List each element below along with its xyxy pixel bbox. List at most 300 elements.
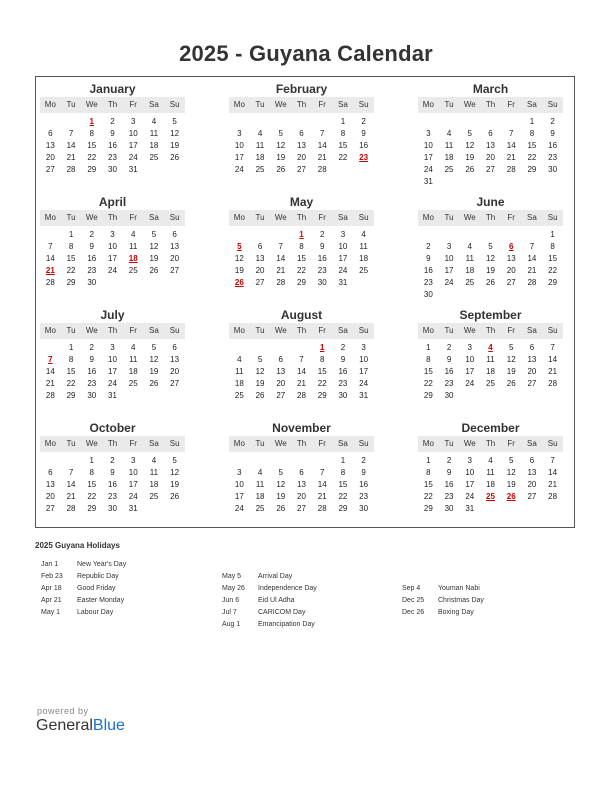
- month-name: July: [100, 308, 125, 322]
- day: 28: [317, 504, 327, 513]
- day: 18: [234, 379, 244, 388]
- day: 20: [297, 153, 306, 162]
- day: 28: [527, 278, 537, 287]
- day: 19: [170, 141, 180, 150]
- weekday-label: Mo: [422, 100, 434, 109]
- day: 31: [128, 504, 138, 513]
- day: 4: [151, 117, 157, 126]
- day: 21: [66, 492, 76, 501]
- month-july: [40, 307, 185, 402]
- day: 3: [130, 117, 136, 126]
- day: 4: [361, 230, 366, 239]
- day: 16: [548, 141, 558, 150]
- day: 26: [149, 266, 159, 275]
- day: 10: [128, 129, 138, 138]
- day: 6: [48, 129, 53, 138]
- empty-cell: [40, 455, 61, 467]
- empty-cell: [250, 455, 271, 467]
- weekday-label: Tu: [444, 326, 454, 335]
- day: 11: [129, 242, 138, 251]
- weekday-label: Fr: [318, 100, 326, 109]
- month-name: January: [89, 82, 136, 96]
- day: 22: [297, 266, 306, 275]
- day: 23: [444, 379, 454, 388]
- day: 19: [506, 367, 516, 376]
- empty-cell: [270, 342, 291, 354]
- generalblue-logo[interactable]: [36, 717, 125, 735]
- day: 26: [255, 391, 265, 400]
- day: 5: [172, 456, 177, 465]
- day: 27: [45, 504, 55, 513]
- day: 5: [151, 230, 157, 239]
- holiday-item: [41, 607, 126, 619]
- day: 5: [508, 456, 514, 465]
- day: 28: [548, 492, 558, 501]
- holiday-name: Boxing Day: [438, 609, 474, 616]
- weekday-label: Su: [169, 213, 180, 222]
- day: 7: [319, 468, 325, 477]
- day: 7: [68, 468, 74, 477]
- day-grid: [229, 455, 374, 515]
- day: 22: [87, 153, 97, 162]
- day: 13: [255, 254, 265, 263]
- weekday-label: We: [274, 100, 287, 109]
- day: 29: [548, 278, 558, 287]
- day: 15: [87, 480, 97, 489]
- day: 29: [338, 504, 348, 513]
- weekday-label: We: [85, 326, 98, 335]
- day: 13: [486, 141, 495, 150]
- holiday-name: Christmas Day: [438, 597, 484, 604]
- holiday-date: May 5: [222, 573, 242, 580]
- day: 9: [89, 242, 94, 251]
- holiday-item: [402, 607, 484, 619]
- day: 3: [446, 242, 452, 251]
- weekday-label: Su: [358, 439, 369, 448]
- day: 16: [359, 480, 369, 489]
- day: 15: [297, 254, 306, 263]
- day: 25: [149, 492, 159, 501]
- day: 17: [423, 153, 433, 162]
- day: 23: [108, 153, 117, 162]
- day: 25: [128, 266, 138, 275]
- day: 1: [89, 456, 94, 465]
- day: 3: [467, 456, 472, 465]
- day: 6: [172, 230, 177, 239]
- weekday-label: Th: [485, 326, 496, 335]
- day: 9: [361, 468, 366, 477]
- empty-cell: [270, 116, 291, 128]
- day: 11: [129, 355, 138, 364]
- day: 30: [108, 504, 117, 513]
- day: 8: [89, 129, 94, 138]
- day-grid: [40, 229, 185, 289]
- day: 23: [423, 278, 433, 287]
- day: 16: [108, 141, 117, 150]
- day: 25: [465, 278, 475, 287]
- day: 12: [506, 468, 516, 477]
- empty-cell: [439, 116, 460, 128]
- month-name: December: [461, 421, 520, 435]
- weekday-header: [418, 210, 563, 226]
- day: 6: [257, 242, 263, 251]
- weekday-label: Sa: [338, 439, 348, 448]
- day: 10: [108, 242, 117, 251]
- weekday-label: Mo: [44, 100, 56, 109]
- day: 16: [317, 254, 327, 263]
- day: 14: [66, 480, 76, 489]
- weekday-label: Th: [296, 213, 307, 222]
- holiday-day: 1: [89, 117, 94, 126]
- day: 24: [465, 492, 475, 501]
- day: 25: [128, 379, 138, 388]
- day: 5: [257, 355, 263, 364]
- day: 24: [108, 266, 117, 275]
- holiday-day: 26: [506, 492, 516, 501]
- day: 15: [423, 367, 433, 376]
- day: 2: [340, 343, 346, 352]
- day: 27: [527, 492, 537, 501]
- powered-by-text: powered by: [37, 706, 89, 716]
- day-grid: [418, 229, 563, 301]
- holiday-name: CARICOM Day: [258, 609, 306, 616]
- weekday-label: Mo: [44, 439, 56, 448]
- day: 7: [68, 129, 74, 138]
- day: 14: [548, 355, 558, 364]
- day: 29: [66, 391, 76, 400]
- day: 23: [548, 153, 558, 162]
- day: 6: [172, 343, 177, 352]
- weekday-label: Tu: [444, 100, 454, 109]
- weekday-label: Th: [107, 326, 118, 335]
- day: 30: [548, 165, 558, 174]
- day: 26: [170, 492, 180, 501]
- weekday-label: Th: [107, 100, 118, 109]
- day: 3: [426, 129, 431, 138]
- holiday-item: [41, 571, 126, 583]
- brand-general: General: [36, 717, 93, 734]
- day: 17: [465, 480, 475, 489]
- weekday-label: Th: [485, 213, 496, 222]
- day: 13: [276, 367, 286, 376]
- weekday-header: [418, 436, 563, 452]
- day: 23: [359, 492, 369, 501]
- day: 13: [170, 355, 180, 364]
- holiday-day: 6: [508, 242, 514, 251]
- day: 5: [151, 343, 157, 352]
- day: 27: [170, 266, 180, 275]
- weekday-header: [418, 323, 563, 339]
- weekday-label: We: [274, 213, 287, 222]
- empty-cell: [229, 116, 250, 128]
- day: 5: [278, 468, 283, 477]
- weekday-label: Su: [358, 213, 369, 222]
- day: 1: [426, 456, 431, 465]
- holiday-item: [402, 583, 484, 595]
- day: 6: [278, 355, 283, 364]
- holiday-item: [222, 571, 317, 583]
- weekday-label: Fr: [129, 326, 137, 335]
- day: 9: [426, 254, 431, 263]
- holiday-day: 5: [237, 242, 242, 251]
- day: 12: [170, 468, 180, 477]
- weekday-header: [40, 97, 185, 113]
- day: 24: [465, 379, 475, 388]
- day: 26: [506, 379, 516, 388]
- day: 14: [297, 367, 306, 376]
- day: 14: [317, 141, 327, 150]
- weekday-label: Tu: [66, 326, 76, 335]
- day: 14: [506, 141, 516, 150]
- day: 15: [548, 254, 558, 263]
- weekday-label: Sa: [527, 326, 537, 335]
- day: 10: [465, 468, 475, 477]
- weekday-label: Su: [547, 326, 558, 335]
- day: 14: [45, 367, 55, 376]
- day: 7: [48, 242, 53, 251]
- day: 27: [506, 278, 516, 287]
- day: 16: [359, 141, 369, 150]
- day: 1: [529, 117, 535, 126]
- day: 24: [128, 153, 138, 162]
- weekday-header: [229, 210, 374, 226]
- day: 25: [486, 379, 495, 388]
- day: 15: [317, 367, 327, 376]
- holiday-date: May 1: [41, 609, 61, 616]
- day: 12: [276, 480, 286, 489]
- day: 20: [297, 492, 306, 501]
- day: 4: [446, 129, 452, 138]
- day: 22: [338, 492, 348, 501]
- month-name: October: [89, 421, 136, 435]
- weekday-label: Fr: [318, 213, 326, 222]
- day: 21: [506, 153, 516, 162]
- day: 19: [486, 266, 495, 275]
- day: 8: [550, 242, 555, 251]
- day: 18: [149, 141, 159, 150]
- day: 19: [465, 153, 475, 162]
- weekday-label: Su: [547, 100, 558, 109]
- empty-cell: [250, 116, 271, 128]
- day: 28: [276, 278, 286, 287]
- day: 18: [149, 480, 159, 489]
- day: 22: [527, 153, 537, 162]
- holiday-name: Emancipation Day: [258, 621, 315, 628]
- day: 7: [529, 242, 535, 251]
- day: 13: [506, 254, 516, 263]
- day: 9: [110, 129, 115, 138]
- day: 28: [297, 391, 306, 400]
- day: 17: [234, 153, 244, 162]
- day: 2: [426, 242, 431, 251]
- weekday-label: Tu: [66, 213, 76, 222]
- day: 2: [550, 117, 555, 126]
- day: 28: [66, 504, 76, 513]
- day: 5: [508, 343, 514, 352]
- day: 2: [361, 117, 366, 126]
- day: 22: [423, 492, 433, 501]
- day: 11: [255, 480, 265, 489]
- weekday-label: Fr: [507, 326, 515, 335]
- holiday-name: New Year's Day: [77, 561, 127, 568]
- day: 4: [488, 456, 493, 465]
- day: 2: [446, 343, 452, 352]
- weekday-header: [418, 97, 563, 113]
- weekday-label: Su: [169, 100, 180, 109]
- day: 14: [317, 480, 327, 489]
- day: 12: [465, 141, 475, 150]
- month-april: [40, 194, 185, 289]
- day: 2: [446, 456, 452, 465]
- holiday-column: [41, 559, 126, 619]
- day: 23: [87, 266, 97, 275]
- weekday-header: [40, 210, 185, 226]
- empty-cell: [40, 229, 61, 241]
- day-grid: [229, 116, 374, 176]
- day: 27: [486, 165, 495, 174]
- month-february: [229, 81, 374, 176]
- day: 27: [297, 504, 306, 513]
- holiday-name: Independence Day: [258, 585, 317, 592]
- weekday-label: We: [463, 100, 476, 109]
- weekday-label: Th: [296, 326, 307, 335]
- weekday-label: Mo: [422, 326, 434, 335]
- day: 18: [465, 266, 475, 275]
- day: 8: [89, 468, 94, 477]
- day: 21: [297, 379, 306, 388]
- day: 21: [276, 266, 286, 275]
- holiday-item: [222, 607, 317, 619]
- day: 11: [444, 141, 454, 150]
- day: 26: [276, 504, 286, 513]
- day: 22: [66, 266, 76, 275]
- day: 29: [527, 165, 537, 174]
- empty-cell: [501, 229, 522, 241]
- day: 29: [423, 391, 433, 400]
- weekday-label: We: [274, 439, 287, 448]
- holiday-item: [41, 583, 126, 595]
- day: 18: [444, 153, 454, 162]
- day: 27: [170, 379, 180, 388]
- weekday-label: Th: [296, 100, 307, 109]
- day: 20: [527, 367, 537, 376]
- holiday-date: Aug 1: [222, 621, 241, 628]
- day: 4: [257, 468, 263, 477]
- day: 7: [278, 242, 283, 251]
- weekday-label: Tu: [255, 326, 265, 335]
- day: 10: [234, 480, 244, 489]
- day: 21: [527, 266, 537, 275]
- holidays-title: 2025 Guyana Holidays: [35, 541, 120, 550]
- month-name: May: [289, 195, 314, 209]
- weekday-label: Mo: [233, 213, 245, 222]
- day: 7: [319, 129, 325, 138]
- day: 23: [317, 266, 327, 275]
- day: 20: [506, 266, 516, 275]
- day: 6: [299, 129, 304, 138]
- day: 15: [423, 480, 433, 489]
- day: 30: [423, 290, 433, 299]
- day: 8: [299, 242, 304, 251]
- day: 11: [149, 129, 159, 138]
- day: 3: [237, 468, 242, 477]
- day: 27: [45, 165, 55, 174]
- holiday-date: Sep 4: [402, 585, 421, 592]
- day: 9: [89, 355, 94, 364]
- holiday-day: 26: [234, 278, 244, 287]
- day: 10: [465, 355, 475, 364]
- weekday-label: Th: [107, 213, 118, 222]
- day-grid: [40, 342, 185, 402]
- day: 17: [338, 254, 348, 263]
- month-october: [40, 420, 185, 515]
- day: 28: [66, 165, 76, 174]
- day: 6: [529, 343, 535, 352]
- day: 21: [317, 492, 327, 501]
- day: 11: [235, 367, 244, 376]
- holiday-column: [222, 571, 317, 631]
- day: 19: [149, 254, 159, 263]
- day: 24: [444, 278, 454, 287]
- day: 21: [548, 480, 558, 489]
- weekday-header: [229, 97, 374, 113]
- day: 13: [527, 468, 537, 477]
- weekday-label: We: [85, 213, 98, 222]
- holiday-item: [41, 595, 126, 607]
- empty-cell: [291, 116, 312, 128]
- day: 11: [359, 242, 368, 251]
- month-name: April: [98, 195, 127, 209]
- month-december: [418, 420, 563, 515]
- day: 15: [66, 367, 76, 376]
- day: 12: [486, 254, 495, 263]
- day: 8: [68, 355, 74, 364]
- day-grid: [418, 455, 563, 515]
- day: 3: [110, 343, 115, 352]
- day: 21: [548, 367, 558, 376]
- day: 23: [108, 492, 117, 501]
- weekday-label: Th: [107, 439, 118, 448]
- day: 16: [444, 480, 454, 489]
- day: 10: [234, 141, 244, 150]
- day: 16: [108, 480, 117, 489]
- day: 19: [506, 480, 516, 489]
- day: 26: [170, 153, 180, 162]
- month-name: March: [472, 82, 509, 96]
- empty-cell: [291, 455, 312, 467]
- day: 22: [66, 379, 76, 388]
- day: 8: [340, 468, 346, 477]
- day: 30: [108, 165, 117, 174]
- day: 6: [48, 468, 53, 477]
- day: 6: [488, 129, 493, 138]
- day: 17: [108, 367, 117, 376]
- day: 13: [170, 242, 180, 251]
- holiday-name: Youman Nabi: [438, 585, 480, 592]
- day: 18: [255, 153, 265, 162]
- day: 28: [45, 278, 55, 287]
- day: 22: [548, 266, 558, 275]
- day: 12: [234, 254, 244, 263]
- day-grid: [229, 342, 374, 402]
- day: 15: [338, 480, 348, 489]
- day: 23: [338, 379, 348, 388]
- weekday-label: Tu: [66, 100, 76, 109]
- day: 17: [359, 367, 369, 376]
- day: 10: [423, 141, 433, 150]
- weekday-label: Sa: [527, 213, 537, 222]
- day: 12: [276, 141, 286, 150]
